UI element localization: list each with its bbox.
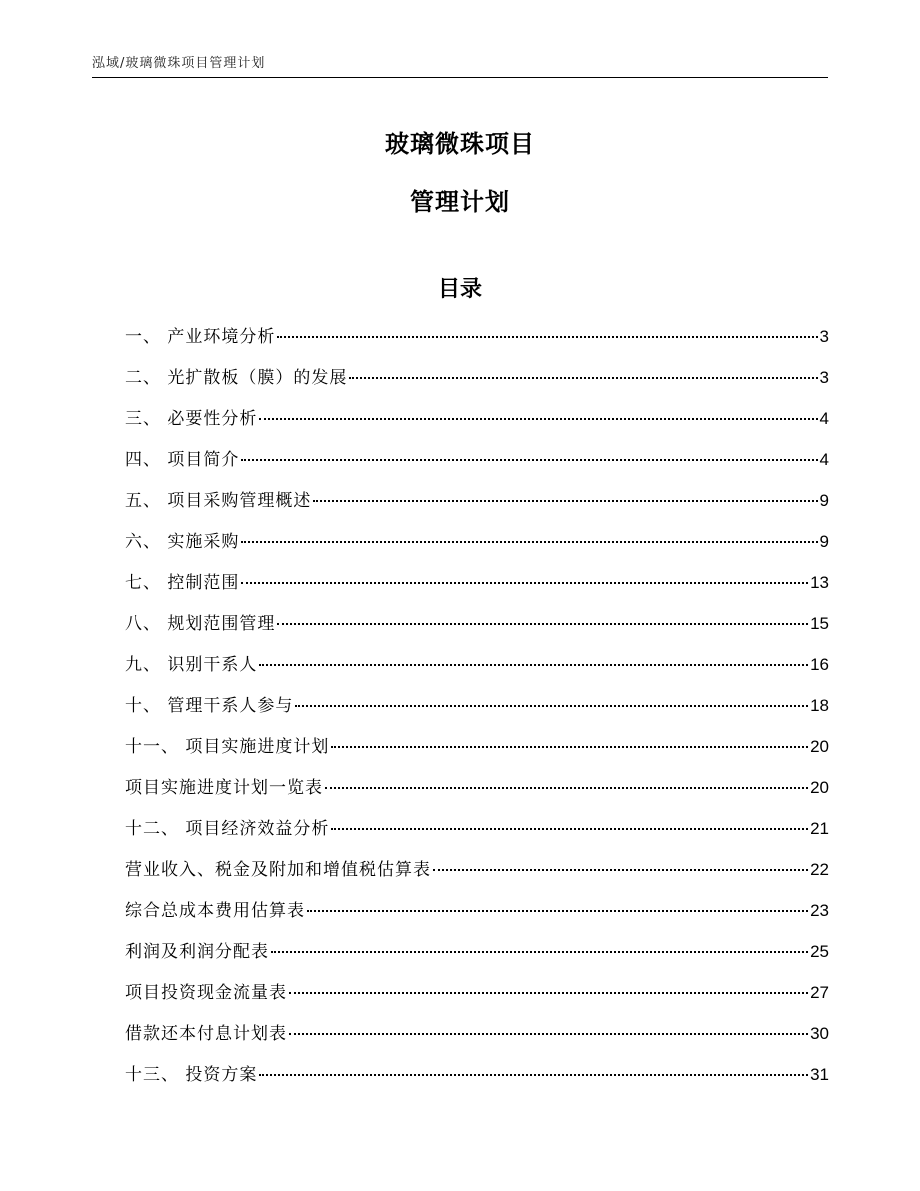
toc-dot-leader: [325, 787, 808, 789]
toc-dot-leader: [241, 582, 808, 584]
toc-entry[interactable]: [125, 773, 829, 814]
toc-entry[interactable]: [125, 855, 829, 896]
toc-entry[interactable]: [125, 691, 829, 732]
toc-entry-page: 18: [810, 696, 829, 715]
toc-dot-leader: [331, 828, 808, 830]
toc-dot-leader: [277, 623, 808, 625]
page-header: 泓域/玻璃微珠项目管理计划: [92, 56, 266, 71]
toc-entry-label: 综合总成本费用估算表: [125, 901, 305, 921]
toc-dot-leader: [295, 705, 808, 707]
toc-entry-label: 六、 实施采购: [125, 532, 240, 552]
toc-entry-label: 五、 项目采购管理概述: [125, 491, 312, 511]
toc-entry-label: 十、 管理干系人参与: [125, 696, 294, 716]
toc-dot-leader: [433, 869, 808, 871]
toc-entry-label: 项目投资现金流量表: [125, 983, 287, 1003]
toc-entry[interactable]: [125, 978, 829, 1019]
toc-entry-label: 九、 识别干系人: [125, 655, 258, 675]
toc-dot-leader: [241, 541, 817, 543]
toc-entry[interactable]: [125, 609, 829, 650]
toc-entry-page: 3: [819, 368, 829, 387]
document-title-line-1: 玻璃微珠项目: [385, 130, 535, 158]
toc-entry[interactable]: [125, 363, 829, 404]
toc-dot-leader: [313, 500, 817, 502]
toc-dot-leader: [259, 1074, 808, 1076]
toc-entry-page: 9: [819, 491, 829, 510]
toc-entry-page: 20: [810, 737, 829, 756]
toc-dot-leader: [349, 377, 817, 379]
toc-entry-label: 十三、 投资方案: [125, 1065, 258, 1085]
header-rule: [92, 77, 828, 78]
toc-entry-page: 23: [810, 901, 829, 920]
toc-entry-label: 利润及利润分配表: [125, 942, 269, 962]
toc-entry-page: 9: [819, 532, 829, 551]
toc-entry-page: 15: [810, 614, 829, 633]
toc-entry-label: 营业收入、税金及附加和增值税估算表: [125, 860, 431, 880]
toc-entry-label: 二、 光扩散板（膜）的发展: [125, 368, 348, 388]
toc-entry-page: 20: [810, 778, 829, 797]
toc-entry-label: 一、 产业环境分析: [125, 327, 276, 347]
document-title-line-2: 管理计划: [410, 188, 510, 216]
toc-entry[interactable]: [125, 568, 829, 609]
toc-entry[interactable]: [125, 814, 829, 855]
toc-dot-leader: [259, 418, 817, 420]
toc-dot-leader: [271, 951, 808, 953]
toc-entry-page: 3: [819, 327, 829, 346]
toc-entry-label: 七、 控制范围: [125, 573, 240, 593]
toc-dot-leader: [277, 336, 817, 338]
toc-dot-leader: [289, 1033, 808, 1035]
toc-entry[interactable]: [125, 1019, 829, 1060]
toc-entry[interactable]: [125, 445, 829, 486]
toc-entry-page: 31: [810, 1065, 829, 1084]
toc-entry-label: 四、 项目简介: [125, 450, 240, 470]
toc-dot-leader: [241, 459, 817, 461]
toc-entry-page: 30: [810, 1024, 829, 1043]
toc-dot-leader: [289, 992, 808, 994]
toc-entry-page: 4: [819, 409, 829, 428]
toc-dot-leader: [259, 664, 808, 666]
toc-entry[interactable]: [125, 527, 829, 568]
toc-entry-page: 27: [810, 983, 829, 1002]
toc-entry-label: 项目实施进度计划一览表: [125, 778, 323, 798]
toc-entry-label: 十一、 项目实施进度计划: [125, 737, 330, 757]
toc-entry[interactable]: [125, 896, 829, 937]
toc-entry-label: 三、 必要性分析: [125, 409, 258, 429]
toc-entry[interactable]: [125, 486, 829, 527]
toc-entry-page: 21: [810, 819, 829, 838]
toc-heading: 目录: [437, 277, 482, 302]
toc-entry[interactable]: [125, 732, 829, 773]
toc-dot-leader: [307, 910, 808, 912]
toc-entry-page: 25: [810, 942, 829, 961]
toc-entry[interactable]: [125, 937, 829, 978]
toc-entry-page: 22: [810, 860, 829, 879]
toc-entry-label: 借款还本付息计划表: [125, 1024, 287, 1044]
toc-entry[interactable]: [125, 322, 829, 363]
toc-entry-label: 八、 规划范围管理: [125, 614, 276, 634]
toc-entry[interactable]: [125, 404, 829, 445]
toc-dot-leader: [331, 746, 808, 748]
toc-entry[interactable]: [125, 1060, 829, 1101]
toc-entry[interactable]: [125, 650, 829, 691]
table-of-contents: [125, 322, 829, 1101]
toc-entry-page: 4: [819, 450, 829, 469]
toc-entry-page: 16: [810, 655, 829, 674]
toc-entry-label: 十二、 项目经济效益分析: [125, 819, 330, 839]
toc-entry-page: 13: [810, 573, 829, 592]
